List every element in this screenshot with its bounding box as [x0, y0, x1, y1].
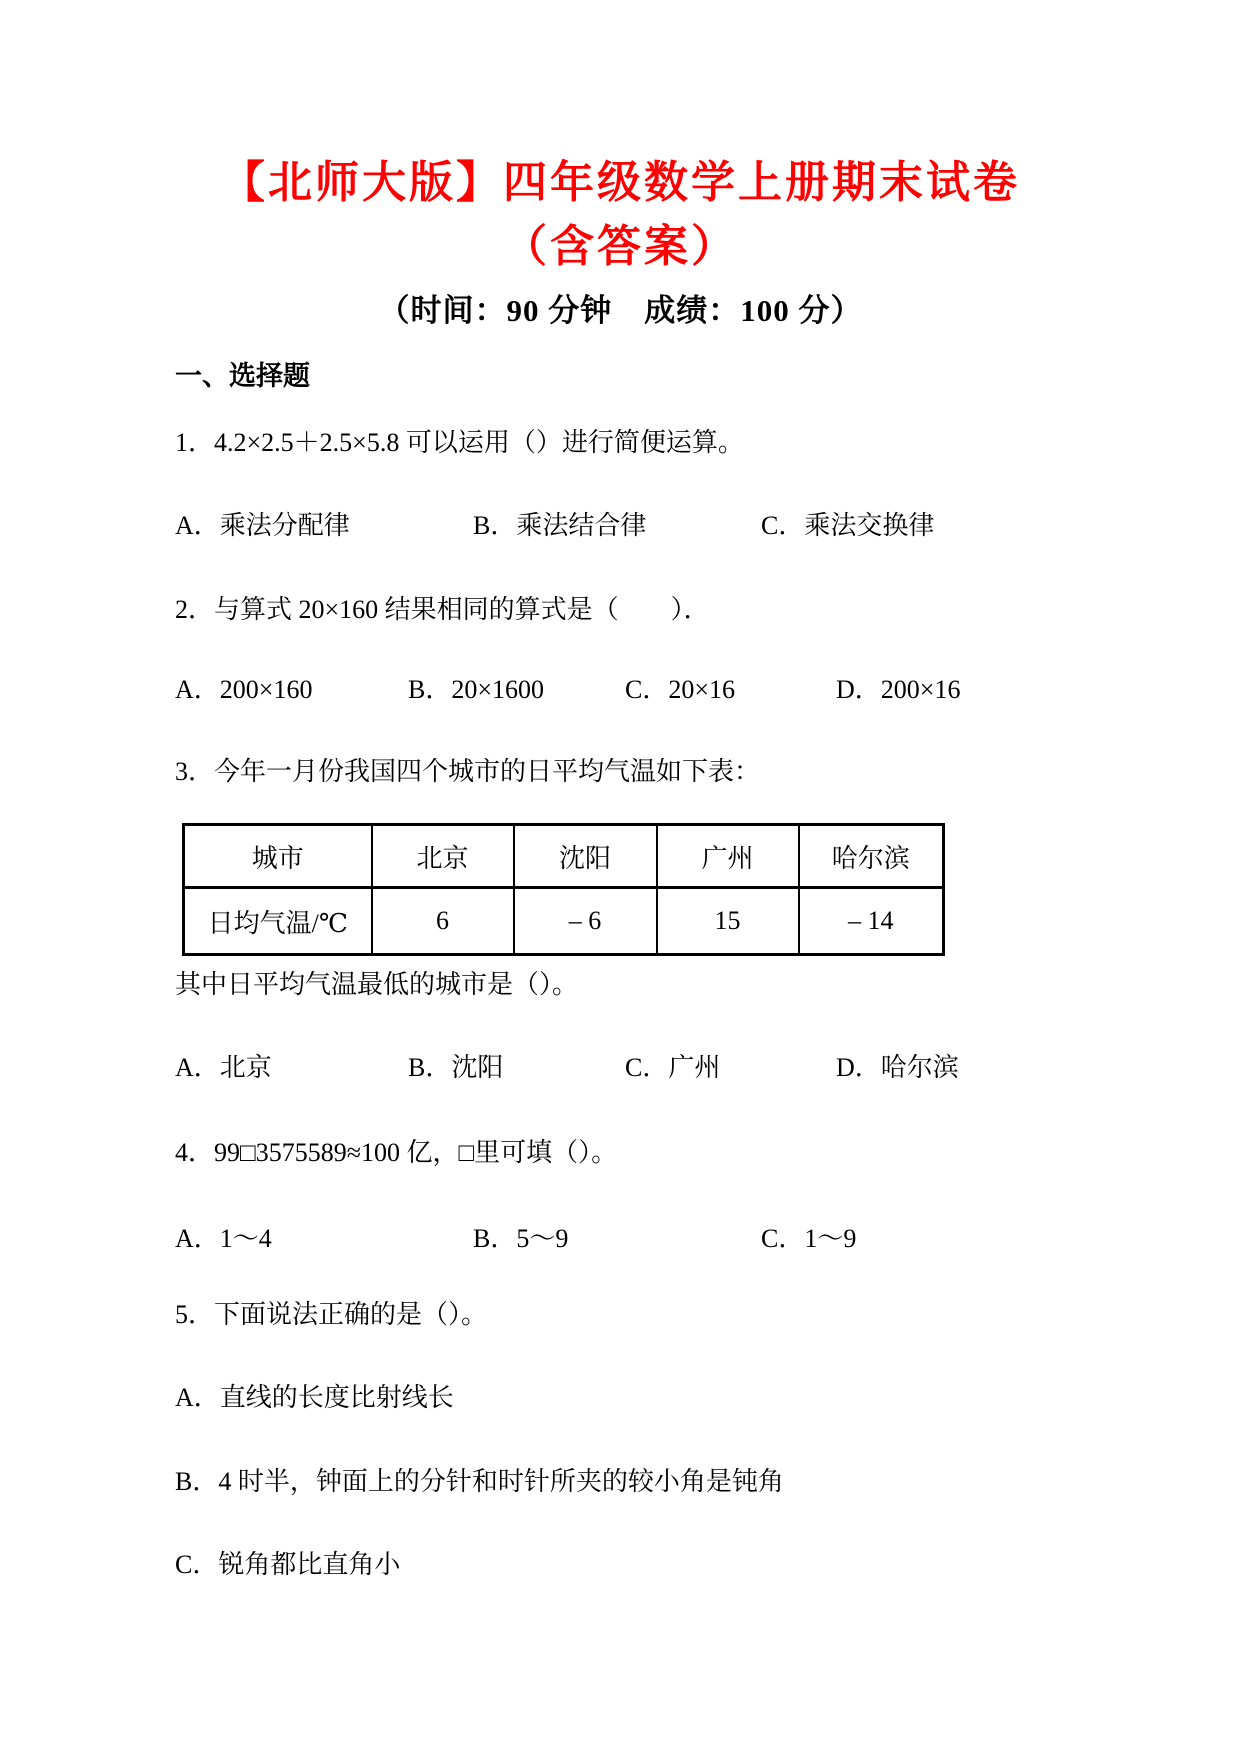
table-header-harbin: 哈尔滨	[799, 825, 944, 888]
question-3-text: 3．今年一月份我国四个城市的日平均气温如下表：	[175, 757, 761, 786]
option-label: C．1～9	[761, 1224, 857, 1253]
question-4-text: 4．99□3575589≈100 亿，□里可填（）。	[175, 1138, 618, 1167]
question-5-text: 5．下面说法正确的是（）。	[175, 1300, 488, 1329]
option-label: C．20×16	[625, 675, 736, 704]
option-label: C．乘法交换律	[761, 511, 935, 540]
option-label: B．乘法结合律	[473, 511, 647, 540]
question-2-options	[175, 673, 1175, 707]
question-3-options	[175, 1051, 1175, 1085]
option-label: B．20×1600	[408, 675, 545, 704]
question-1-options	[175, 509, 1175, 543]
option-label: B．沈阳	[408, 1053, 504, 1082]
table-header-shenyang: 沈阳	[514, 825, 657, 888]
option-label: A．乘法分配律	[175, 511, 350, 540]
table-header-beijing: 北京	[372, 825, 514, 888]
city-temperature-table	[182, 823, 945, 956]
table-value-row	[184, 888, 944, 955]
option-label: A．1～4	[175, 1224, 272, 1253]
table-header-city: 城市	[184, 825, 372, 888]
section-heading-choice: 一、选择题	[175, 361, 310, 391]
exam-title-line1: 【北师大版】四年级数学上册期末试卷	[221, 158, 1020, 207]
table-cell-temp: 6	[372, 888, 514, 955]
table-cell-temp: – 14	[799, 888, 944, 955]
question-4-options	[175, 1222, 1175, 1256]
option-label: D．哈尔滨	[836, 1053, 959, 1082]
question-5-option-b: B．4 时半，钟面上的分针和时针所夹的较小角是钝角	[175, 1467, 784, 1496]
question-5-option-c: C．锐角都比直角小	[175, 1550, 401, 1579]
question-1-text: 1．4.2×2.5＋2.5×5.8 可以运用（）进行简便运算。	[175, 428, 744, 457]
table-row-label: 日均气温/℃	[184, 888, 372, 955]
exam-subtitle-time-score: （时间：90 分钟 成绩：100 分）	[378, 293, 863, 328]
option-label: B．5～9	[473, 1224, 569, 1253]
option-label: D．200×16	[836, 675, 961, 704]
exam-title-line2: （含答案）	[503, 222, 738, 271]
option-label: C．广州	[625, 1053, 721, 1082]
question-3-stem2: 其中日平均气温最低的城市是（）。	[175, 970, 579, 999]
table-cell-temp: – 6	[514, 888, 657, 955]
table-cell-temp: 15	[657, 888, 799, 955]
option-label: A．北京	[175, 1053, 272, 1082]
question-5-option-a: A．直线的长度比射线长	[175, 1383, 454, 1412]
table-header-row	[184, 825, 944, 888]
question-2-text: 2．与算式 20×160 结果相同的算式是（ ）．	[175, 595, 710, 624]
table-header-guangzhou: 广州	[657, 825, 799, 888]
option-label: A．200×160	[175, 675, 313, 704]
